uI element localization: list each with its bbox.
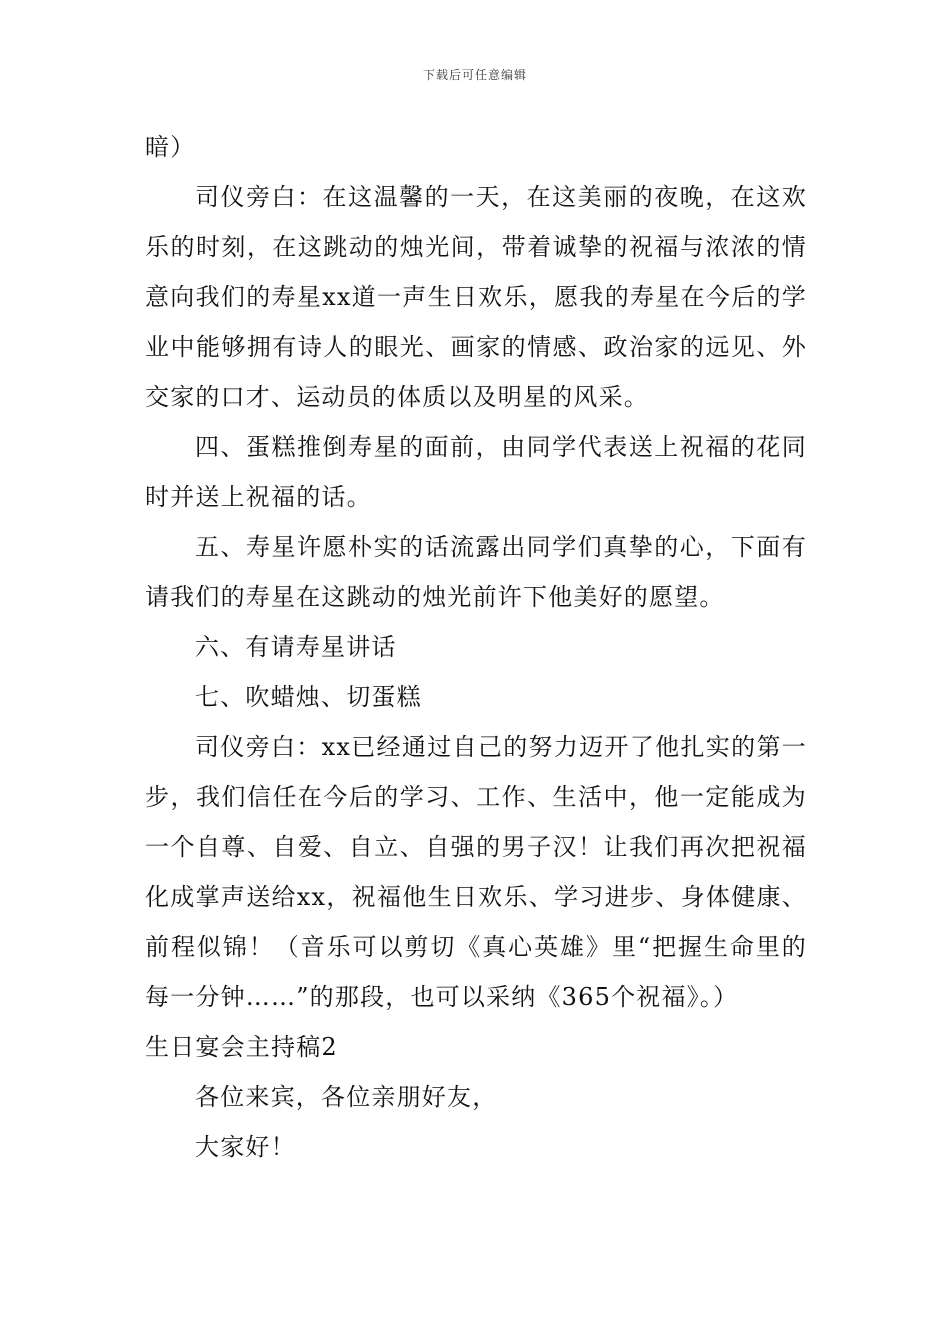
document-body xyxy=(145,122,807,1172)
paragraph-step-five: 五、寿星许愿朴实的话流露出同学们真挚的心，下面有请我们的寿星在这跳动的烛光前许下他美好的愿望。 xyxy=(145,533,807,611)
section-heading: 生日宴会主持稿2 xyxy=(145,1033,338,1061)
paragraph-hello: 大家好！ xyxy=(195,1133,296,1161)
paragraph-greeting: 各位来宾，各位亲朋好友， xyxy=(195,1083,498,1111)
paragraph-host-narration-1: 司仪旁白：在这温馨的一天，在这美丽的夜晚，在这欢乐的时刻，在这跳动的烛光间，带着诚挚的祝福与浓浓的情意向我们的寿星xx道一声生日欢乐，愿我的寿星在今后的学业中能够拥有诗人的眼光、画家的情感、政治家的远见、外交家的口才、运动员的体质以及明星的风采。 xyxy=(145,183,807,411)
paragraph-host-narration-2: 司仪旁白：xx已经通过自己的努力迈开了他扎实的第一步，我们信任在今后的学习、工作、生活中，他一定能成为一个自尊、自爱、自立、自强的男子汉！让我们再次把祝福化成掌声送给xx，祝福他生日欢乐、学习进步、身体健康、前程似锦！（音乐可以剪切《真心英雄》里“把握生命里的每一分钟……”的那段，也可以采纳《365个祝福》。） xyxy=(145,733,807,1011)
paragraph-step-six: 六、有请寿星讲话 xyxy=(195,633,397,661)
page-header: 下载后可任意编辑 xyxy=(422,68,527,82)
paragraph-continuation: 暗） xyxy=(145,133,196,161)
paragraph-step-four: 四、蛋糕推倒寿星的面前，由同学代表送上祝福的花同时并送上祝福的话。 xyxy=(145,433,807,511)
paragraph-step-seven: 七、吹蜡烛、切蛋糕 xyxy=(195,683,422,711)
